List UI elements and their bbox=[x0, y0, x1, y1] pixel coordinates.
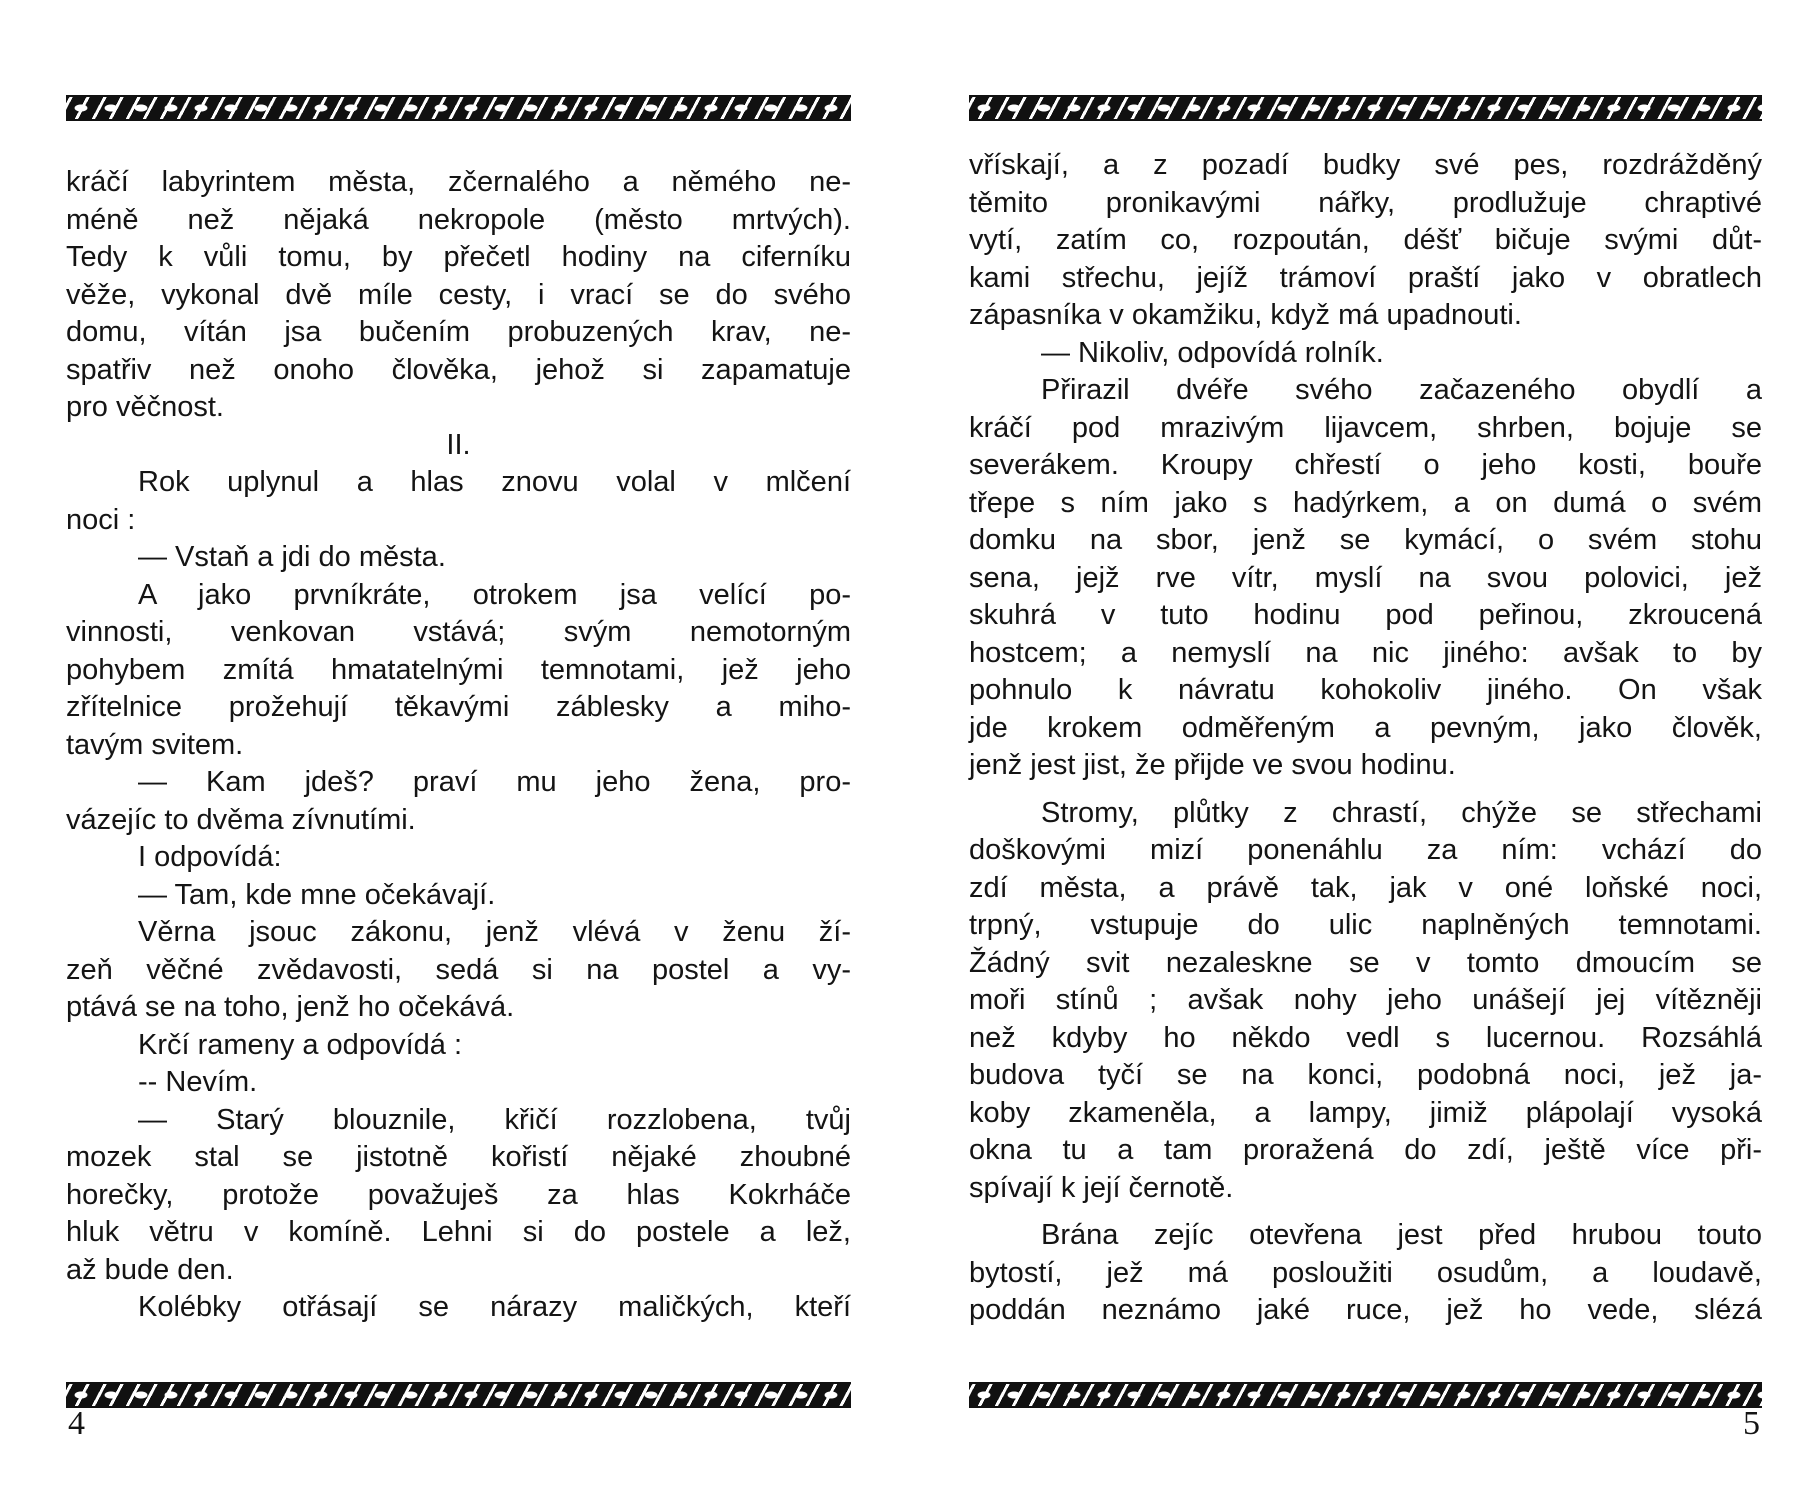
text-line: Přirazil dvéře svého začazeného obydlí a bbox=[1041, 374, 1762, 406]
text-line: A jako prvníkráte, otrokem jsa velící po- bbox=[138, 578, 851, 611]
text-line: -- Nevím. bbox=[138, 1066, 258, 1098]
text-line: Žádný svit nezaleskne se v tomto dmoucím se bbox=[969, 946, 1762, 979]
text-line: mozek stal se jistotně kořistí nějaké zhoubné bbox=[66, 1141, 851, 1173]
text-line: pohybem zmítá hmatatelnými temnotami, jež jeho bbox=[66, 653, 851, 686]
text-line: II. bbox=[446, 428, 471, 461]
text-line: ptává se na toho, jenž ho očekává. bbox=[66, 991, 515, 1023]
text-line: — Vstaň a jdi do města. bbox=[138, 541, 446, 573]
text-line: — Tam, kde mne očekávají. bbox=[138, 878, 496, 911]
text-line: Rok uplynul a hlas znovu volal v mlčení bbox=[138, 466, 851, 498]
right-page-text bbox=[969, 147, 1762, 1330]
bottom-ornament-border bbox=[66, 1382, 851, 1408]
text-line: kami střechu, jejíž trámoví praští jako v obratlech bbox=[969, 261, 1762, 294]
text-line: hluk větru v komíně. Lehni si do postele a lež, bbox=[66, 1216, 851, 1248]
text-line: vinnosti, venkovan vstává; svým nemotorným bbox=[66, 616, 851, 648]
top-ornament-border bbox=[969, 95, 1762, 121]
text-line: Kolébky otřásají se nárazy maličkých, kteří bbox=[138, 1291, 851, 1323]
text-line: budova tyčí se na konci, podobná noci, jež ja- bbox=[969, 1059, 1762, 1091]
text-line: vytí, zatím co, rozpoután, déšť bičuje svými důt- bbox=[969, 224, 1762, 256]
text-line: severákem. Kroupy chřestí o jeho kosti, bouře bbox=[969, 449, 1762, 481]
text-line: spatřiv než onoho člověka, jehož si zapamatuje bbox=[66, 353, 851, 386]
text-line: okna tu a tam proražená do zdí, ještě více při- bbox=[969, 1134, 1762, 1166]
text-line: Krčí rameny a odpovídá : bbox=[138, 1028, 462, 1061]
text-line: domku na sbor, jenž se kymácí, o svém stohu bbox=[969, 524, 1762, 556]
text-line: noci : bbox=[66, 503, 136, 536]
text-line: vázejíc to dvěma zívnutími. bbox=[66, 803, 416, 836]
text-line: Věrna jsouc zákonu, jenž vlévá v ženu ží- bbox=[138, 916, 851, 948]
text-line: zeň věčné zvědavosti, sedá si na postel a vy- bbox=[66, 953, 851, 986]
text-line: vřískají, a z pozadí budky své pes, rozdrážděný bbox=[969, 149, 1762, 181]
text-line: I odpovídá: bbox=[138, 841, 282, 873]
right-page bbox=[969, 0, 1762, 1500]
text-line: zápasníka v okamžiku, když má upadnouti. bbox=[969, 299, 1522, 331]
left-page-text bbox=[66, 164, 851, 1327]
text-line: než kdyby ho někdo vedl s lucernou. Rozsáhlá bbox=[969, 1021, 1762, 1054]
text-line: pohnulo k návratu kohokoliv jiného. On však bbox=[969, 674, 1762, 706]
text-line: věže, vykonal dvě míle cesty, i vrací se do svého bbox=[66, 278, 851, 311]
text-line: zřítelnice prožehují těkavými záblesky a miho- bbox=[66, 691, 851, 723]
text-line: až bude den. bbox=[66, 1253, 234, 1286]
text-line: — Starý blouznile, křičí rozzlobena, tvůj bbox=[138, 1103, 851, 1136]
text-line: hostcem; a nemyslí na nic jiného: avšak to by bbox=[969, 636, 1762, 669]
bottom-ornament-border bbox=[969, 1382, 1762, 1408]
text-line: méně než nějaká nekropole (město mrtvých). bbox=[66, 203, 851, 236]
text-line: skuhrá v tuto hodinu pod peřinou, zkroucená bbox=[969, 599, 1762, 631]
text-line: Brána zejíc otevřena jest před hrubou touto bbox=[1041, 1219, 1762, 1251]
text-line: sena, jejž rve vítr, myslí na svou polovici, jež bbox=[969, 561, 1762, 594]
text-line: — Nikoliv, odpovídá rolník. bbox=[1041, 336, 1384, 369]
text-line: třepe s ním jako s hadýrkem, a on dumá o svém bbox=[969, 486, 1762, 519]
left-page bbox=[66, 0, 851, 1500]
text-line: pro věčnost. bbox=[66, 391, 224, 423]
text-line: poddán neznámo jaké ruce, jež ho vede, slézá bbox=[969, 1294, 1762, 1326]
top-ornament-border bbox=[66, 95, 851, 121]
text-line: bytostí, jež má posloužiti osudům, a loudavě, bbox=[969, 1256, 1762, 1289]
page-number: 4 bbox=[68, 1405, 85, 1442]
text-line: trpný, vstupuje do ulic naplněných temnotami. bbox=[969, 909, 1762, 941]
text-line: koby zkameněla, a lampy, jimiž plápolají vysoká bbox=[969, 1096, 1762, 1129]
text-line: spívají k její černotě. bbox=[969, 1171, 1234, 1204]
text-line: doškovými mizí ponenáhlu za ním: vchází do bbox=[969, 834, 1762, 866]
text-line: tavým svitem. bbox=[66, 728, 244, 761]
text-line: jde krokem odměřeným a pevným, jako člověk, bbox=[969, 711, 1762, 744]
text-line: kráčí pod mrazivým lijavcem, shrben, bojuje se bbox=[969, 411, 1762, 444]
text-line: Tedy k vůli tomu, by přečetl hodiny na ciferníku bbox=[66, 241, 851, 273]
text-line: kráčí labyrintem města, zčernalého a němého ne- bbox=[66, 166, 851, 198]
text-line: domu, vítán jsa bučením probuzených krav, ne- bbox=[66, 316, 851, 348]
text-line: těmito pronikavými nářky, prodlužuje chraptivé bbox=[969, 186, 1762, 219]
paragraph-gap bbox=[969, 1207, 1762, 1217]
text-line: zdí města, a právě tak, jak v oné loňské noci, bbox=[969, 871, 1762, 904]
paragraph-gap bbox=[969, 785, 1762, 795]
text-line: moři stínů ; avšak nohy jeho unášejí jej vítězněji bbox=[969, 984, 1762, 1016]
text-line: horečky, protože považuješ za hlas Kokrháče bbox=[66, 1178, 851, 1211]
text-line: Stromy, plůtky z chrastí, chýže se střechami bbox=[1041, 796, 1762, 829]
text-line: jenž jest jist, že přijde ve svou hodinu. bbox=[969, 749, 1456, 781]
text-line: — Kam jdeš? praví mu jeho žena, pro- bbox=[138, 766, 851, 798]
page-number: 5 bbox=[1743, 1405, 1760, 1442]
